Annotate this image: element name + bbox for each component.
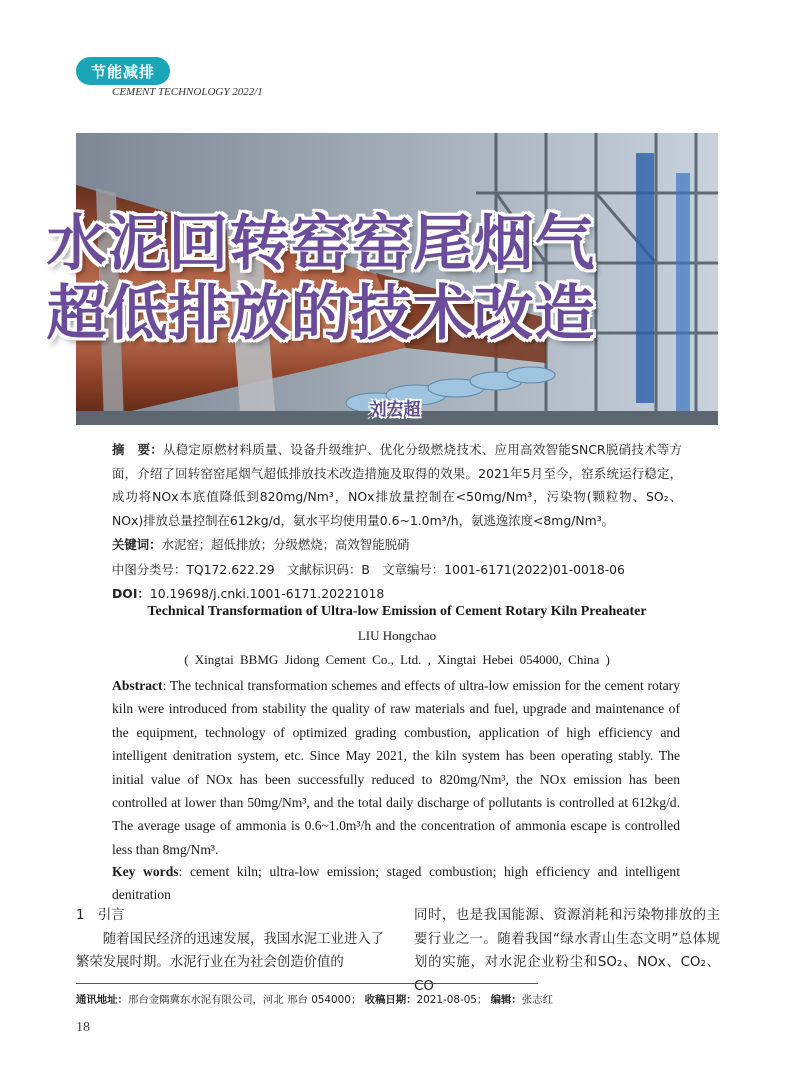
abstract-en-text: : The technical transformation schemes and effects of ultra-low emission for the cement rotary kiln were introduced from stability the quality of raw materials and fuel, upgrade and maintenance of the equipment, technology of optimized grading combustion, application of high efficiency and intelligent denitration system, etc. Since May 2021, the kiln system has been operating stably. The initial value of NOx has been successfully reduced to 820mg/Nm³, the NOx emission has been controlled at lower than 50mg/Nm³, and the total daily discharge of pollutants is controlled at 612kg/d. The average usage of ammonia is 0.6~1.0m³/h and the concentration of ammonia escape is controlled less than 8mg/Nm³.	[112, 678, 680, 857]
body-paragraph: 随着国民经济的迅速发展，我国水泥工业进入了繁荣发展时期。水泥行业在为社会创造价值的	[76, 931, 384, 970]
keywords-cn	[112, 535, 692, 553]
footnote-received-label: 收稿日期：	[364, 994, 417, 1006]
footnote-address: 邢台金隅冀东水泥有限公司，河北 邢台 054000；	[127, 994, 362, 1006]
keywords-cn-label: 关键词：	[112, 537, 162, 552]
keywords-en-label: Key words	[112, 864, 179, 879]
keywords-en-text: : cement kiln; ultra-low emission; staged combustion; high efficiency and intelligent denitration	[112, 864, 680, 903]
english-affiliation: ( Xingtai BBMG Jidong Cement Co., Ltd. , Xingtai Hebei 054000, China )	[184, 652, 610, 667]
footnote	[76, 991, 716, 1006]
keywords-en	[112, 860, 680, 907]
section-tag: 节能减排	[76, 57, 170, 85]
abstract-cn-text: 从稳定原燃材料质量、设备升级维护、优化分级燃烧技术、应用高效智能SNCR脱硝技术等方面，介绍了回转窑窑尾烟气超低排放技术改造措施及取得的效果。2021年5月至今，窑系统运行稳定，成功将NOx本底值降低到820mg/Nm³，NOx排放量控制在<50mg/Nm³，污染物(颗粒物、SO₂、NOx)排放总量控制在612kg/d，氨水平均使用量0.6~1.0m³/h，氨逃逸浓度<8mg/Nm³。	[112, 442, 682, 528]
author-name-cn: 刘宏超	[369, 400, 421, 420]
abstract-en-label: Abstract	[112, 678, 163, 693]
doi-value[interactable]: 10.19698/j.cnki.1001-6171.20221018	[149, 586, 385, 601]
blue-column	[676, 173, 690, 413]
page-number: 18	[76, 1020, 90, 1035]
keywords-cn-text: 水泥窑；超低排放；分级燃烧；高效智能脱硝	[161, 537, 410, 552]
body-column-left	[76, 904, 384, 975]
footnote-editor: 张志红	[521, 994, 553, 1006]
doi-label: DOI：	[112, 586, 150, 601]
classification-line: 中图分类号：TQ172.622.29 文献标识码：B 文章编号：1001-6171(2022)01-0018-06	[112, 562, 625, 577]
abstract-cn-label: 摘 要：	[112, 442, 164, 457]
doi-line	[112, 584, 692, 602]
article-title-line-2: 超低排放的技术改造	[46, 279, 596, 349]
body-paragraph-continued: 同时，也是我国能源、资源消耗和污染物排放的主要行业之一。随着我国“绿水青山生态文明”总体规划的实施，对水泥企业粉尘和SO₂、NOx、CO₂、CO	[414, 908, 720, 994]
footnote-divider	[76, 983, 538, 984]
section-heading-introduction: 1 引言	[76, 908, 125, 923]
abstract-cn	[112, 438, 682, 532]
footnote-received: 2021-08-05；	[416, 994, 488, 1006]
footnote-editor-label: 编辑：	[490, 994, 522, 1006]
journal-header: CEMENT TECHNOLOGY 2022/1	[112, 86, 263, 98]
footnote-address-label: 通讯地址：	[76, 994, 128, 1006]
english-title: Technical Transformation of Ultra-low Emission of Cement Rotary Kiln Preaheater	[147, 604, 647, 619]
article-title-line-1: 水泥回转窑窑尾烟气	[46, 209, 596, 279]
abstract-en	[112, 674, 680, 861]
english-author: LIU Hongchao	[357, 628, 437, 643]
